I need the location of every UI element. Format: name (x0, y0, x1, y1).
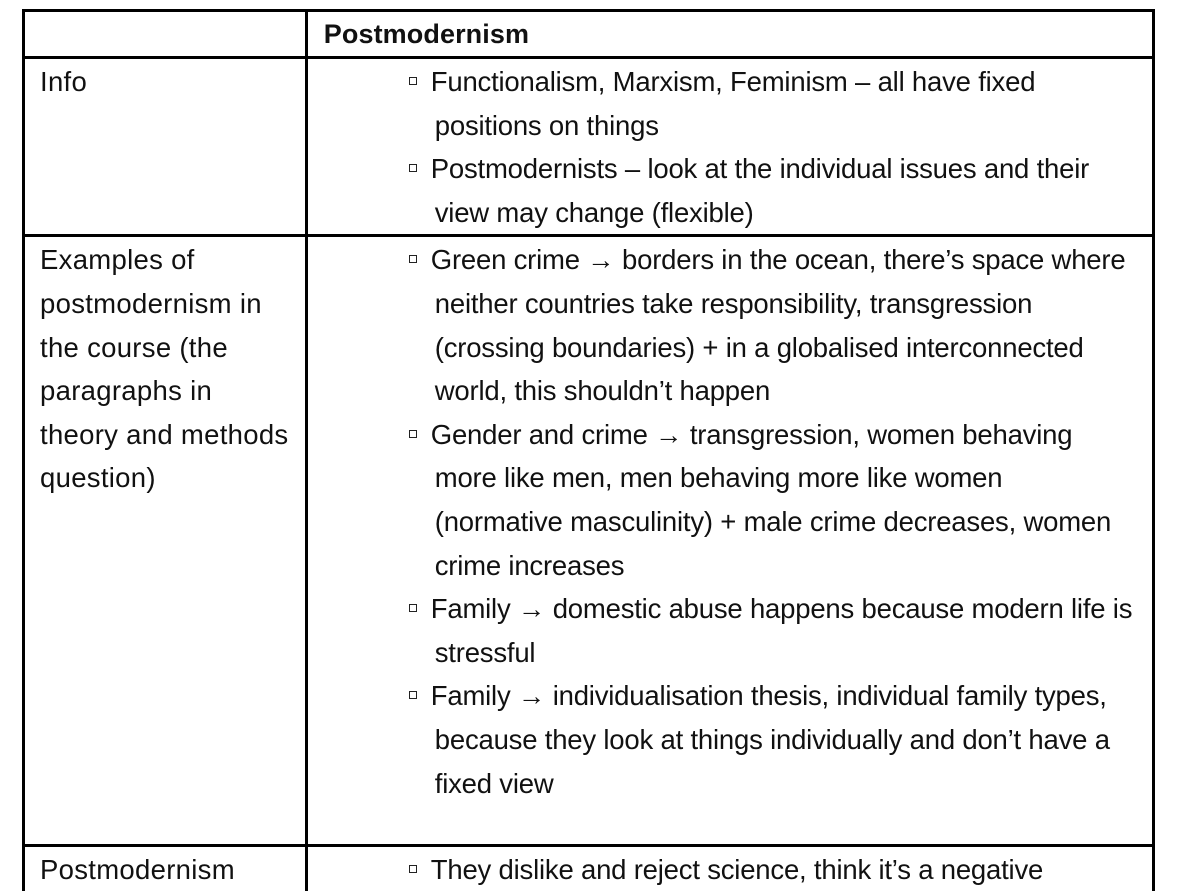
square-bullet-icon (409, 164, 417, 172)
list-item-text: Green crime → borders in the ocean, there’s space where neither countries take responsibility, transgression (crossing boundaries) + in a globalised interconnected world, this shouldn’t happen (430, 244, 1126, 407)
list-item-text: Family → domestic abuse happens because modern life is stressful (430, 593, 1133, 668)
list-item (409, 147, 1136, 234)
table-row-postmodernism (24, 846, 1154, 891)
square-bullet-icon (409, 865, 417, 873)
header-title-cell: Postmodernism (306, 11, 1153, 58)
square-bullet-icon (409, 77, 417, 85)
row-content-info (306, 58, 1153, 236)
list-item (409, 848, 1136, 891)
list-item (409, 238, 1136, 412)
table-header-row (24, 11, 1154, 58)
list-item (409, 587, 1136, 674)
square-bullet-icon (409, 604, 417, 612)
square-bullet-icon (409, 691, 417, 699)
list-item (409, 60, 1136, 147)
list-item-text: Functionalism, Marxism, Feminism – all have fixed positions on things (430, 66, 1036, 141)
list-item-text: Gender and crime → transgression, women behaving more like men, men behaving more like women (normative masculinity) + male crime decreases, women crime increases (430, 418, 1112, 581)
list-item-text: Postmodernists – look at the individual issues and their view may change (flexible) (430, 153, 1090, 228)
table-row-info (24, 58, 1154, 236)
square-bullet-icon (409, 430, 417, 438)
row-label-examples: Examples of postmodernism in the course (the paragraphs in theory and methods question) (24, 236, 307, 846)
list-item-text: Family → individualisation thesis, individual family types, because they look at things individually and don’t have a fixed view (430, 680, 1110, 799)
row-label-postmodernism: Postmodernism (24, 846, 307, 891)
list-item (409, 413, 1136, 587)
bullet-list (308, 59, 1152, 234)
list-item-text: They dislike and reject science, think it’s a negative (430, 854, 1044, 886)
notes-table (22, 9, 1155, 891)
row-label-info: Info (24, 58, 307, 236)
row-content-examples (306, 236, 1153, 846)
row-content-postmodernism (306, 846, 1153, 891)
table-row-examples (24, 236, 1154, 846)
list-item (409, 674, 1136, 805)
bullet-list (308, 237, 1152, 805)
square-bullet-icon (409, 255, 417, 263)
bullet-list (308, 847, 1152, 891)
header-label-cell (24, 11, 307, 58)
